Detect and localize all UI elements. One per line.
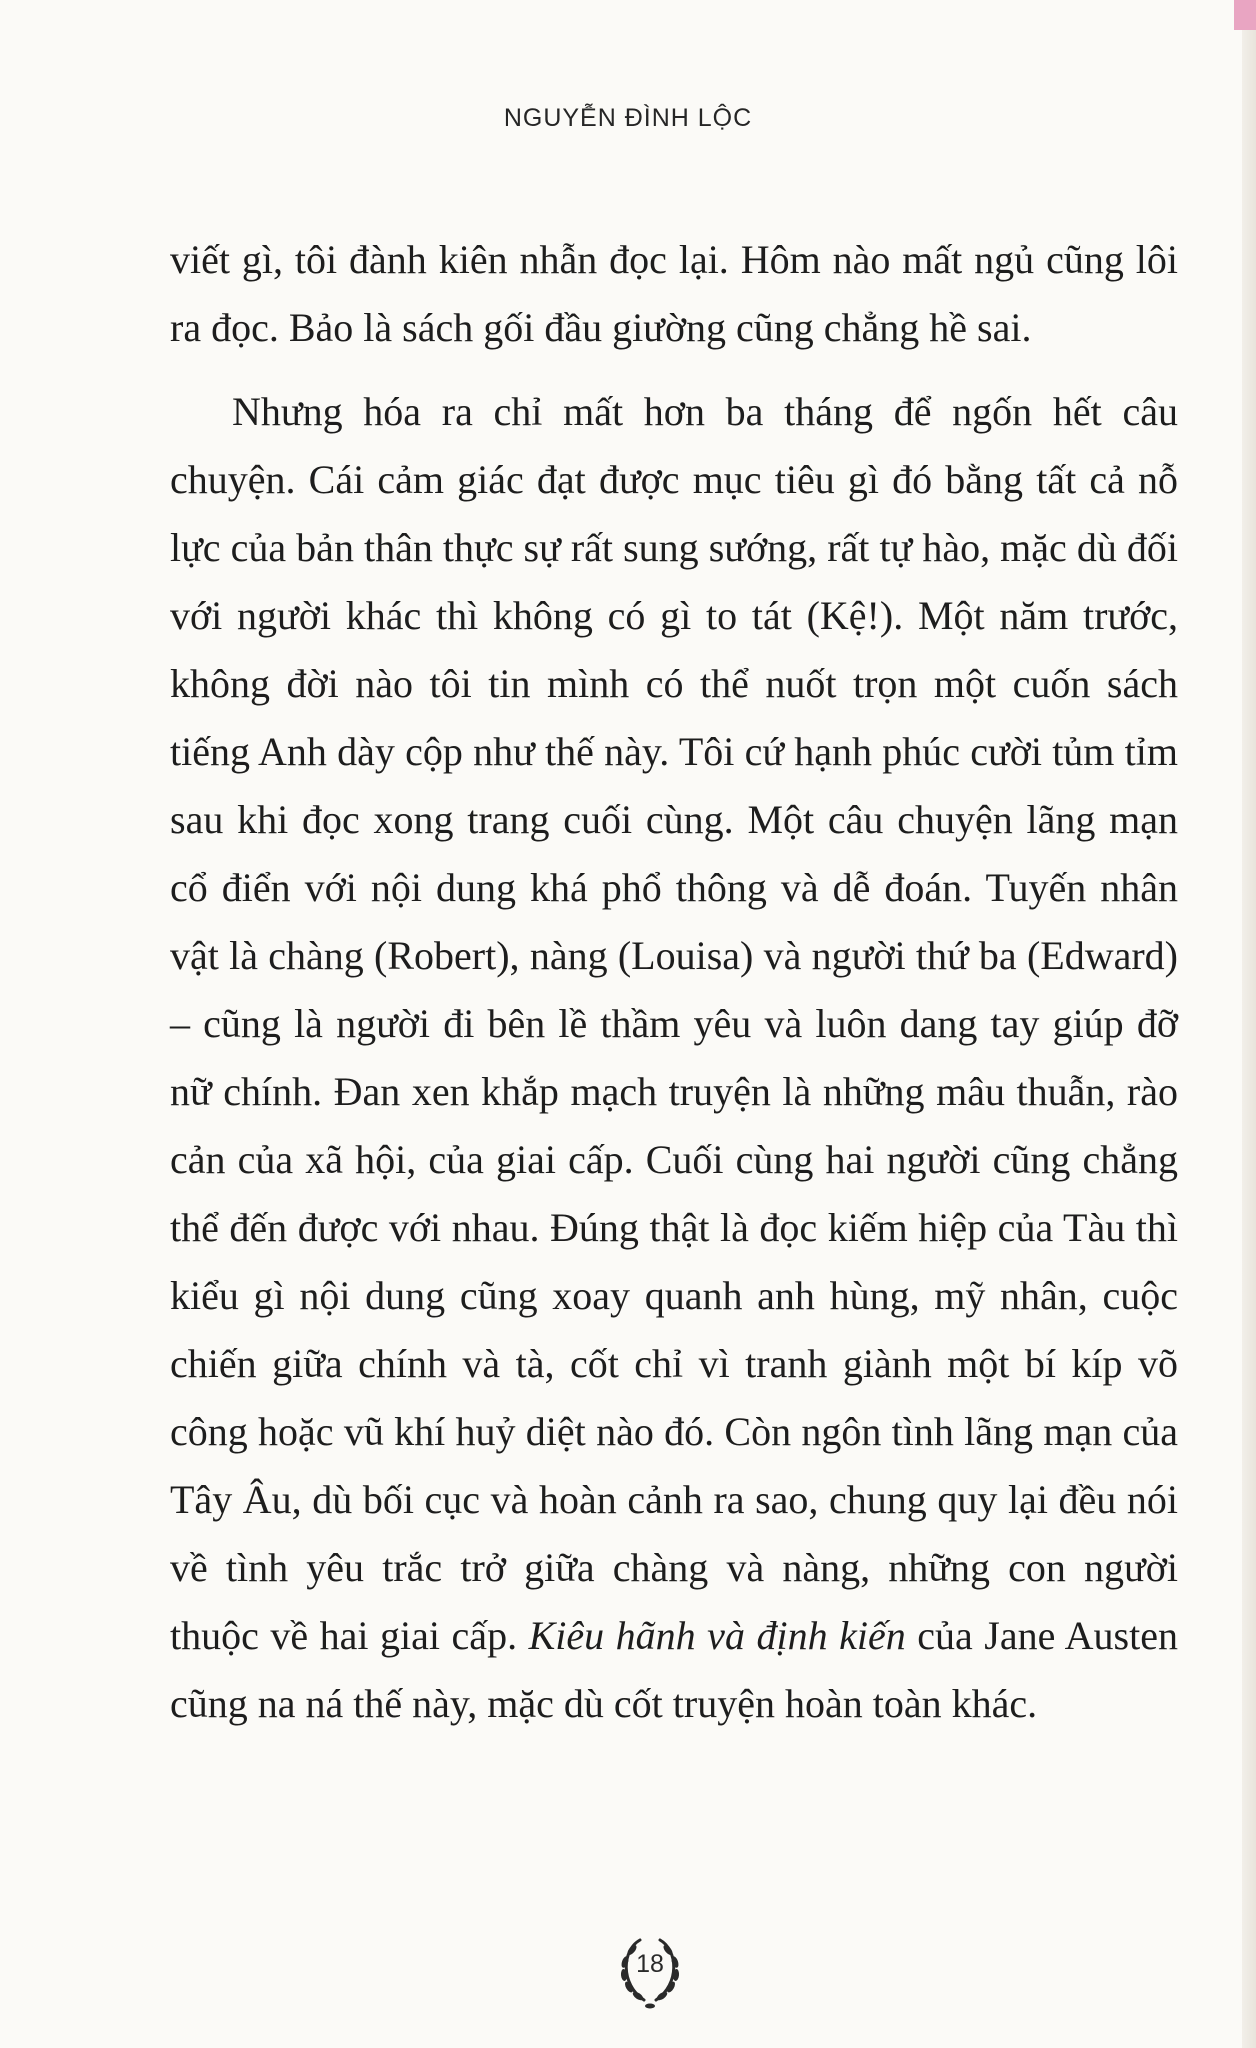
paragraph-text-end: của Jane Austen cũng na ná thế này, mặc dù cốt truyện hoàn toàn khác.: [170, 1613, 1178, 1726]
running-header-author: NGUYỄN ĐÌNH LỘC: [503, 104, 753, 132]
body-text: [170, 226, 1178, 1738]
book-title: Kiêu hãnh và định kiến: [528, 1613, 906, 1658]
paragraph-text: Nhưng hóa ra chỉ mất hơn ba tháng để ngốn hết câu chuyện. Cái cảm giác đạt được mục tiêu gì đó bằng tất cả nỗ lực của bản thân thực sự rất sung sướng, rất tự hào, mặc dù đối với người khác thì không có gì to tát (Kệ!). Một năm trước, không đời nào tôi tin mình có thể nuốt trọn một cuốn sách tiếng Anh dày cộp như thế này. Tôi cứ hạnh phúc cười tủm tỉm sau khi đọc xong trang cuối cùng. Một câu chuyện lãng mạn cổ điển với nội dung khá phổ thông và dễ đoán. Tuyến nhân vật là chàng (Robert), nàng (Louisa) và người thứ ba (Edward) – cũng là người đi bên lề thầm yêu và luôn dang tay giúp đỡ nữ chính. Đan xen khắp mạch truyện là những mâu thuẫn, rào cản của xã hội, của giai cấp. Cuối cùng hai người cũng chẳng thể đến được với nhau. Đúng thật là đọc kiếm hiệp của Tàu thì kiểu gì nội dung cũng xoay quanh anh hùng, mỹ nhân, cuộc chiến giữa chính và tà, cốt chỉ vì tranh giành một bí kíp võ công hoặc vũ khí huỷ diệt nào đó. Còn ngôn tình lãng mạn của Tây Âu, dù bối cục và hoàn cảnh ra sao, chung quy lại đều nói về tình yêu trắc trở giữa chàng và nàng, những con người thuộc về hai giai cấp.: [170, 389, 1178, 1658]
page-edge: [1242, 0, 1256, 2048]
page-number: [610, 1926, 690, 2012]
paragraph: [170, 378, 1178, 1738]
paragraph-continuation: viết gì, tôi đành kiên nhẫn đọc lại. Hôm nào mất ngủ cũng lôi ra đọc. Bảo là sách gối đầu giường cũng chẳng hề sai.: [170, 237, 1178, 350]
page-edge-mark: [1234, 0, 1256, 30]
page-number-text: 18: [636, 1950, 664, 1978]
